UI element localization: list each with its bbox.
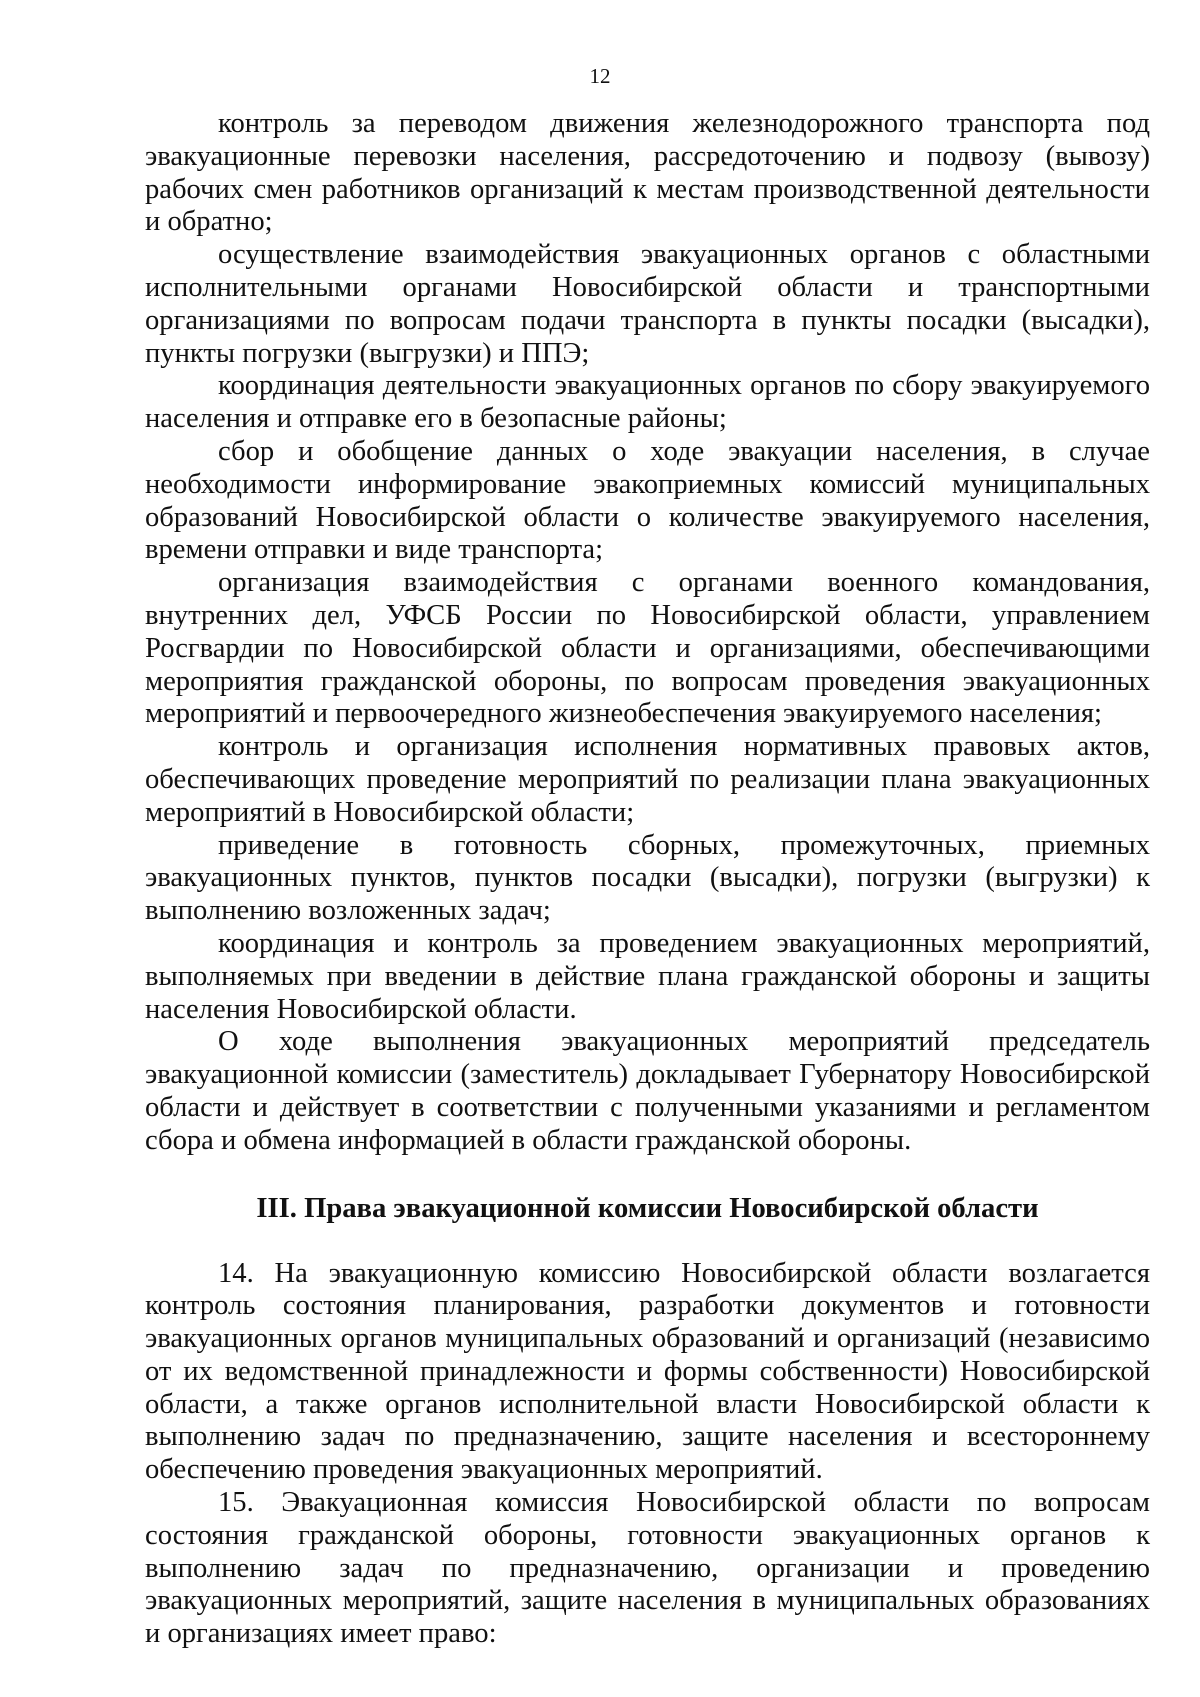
paragraph-item-15: 15. Эвакуационная комиссия Новосибирской области по вопросам состояния гражданской обороны, готовности эвакуационных органов к выполнению задач по предназначению, организации и проведению эвакуационных мероприятий, защите населения в муниципальных образованиях и организациях имеет право: bbox=[145, 1487, 1150, 1650]
paragraph-railway-control: контроль за переводом движения железнодорожного транспорта под эвакуационные перевозки населения, рассредоточению и подвозу (вывозу) рабочих смен работников организаций к местам производственной деятельности и обратно; bbox=[145, 108, 1150, 238]
paragraph-military-interaction: организация взаимодействия с органами военного командования, внутренних дел, УФСБ России по Новосибирской области, управлением Росгвардии по Новосибирской области и организациями, обеспечивающими мероприятия гражданской обороны, по вопросам проведения эвакуационных мероприятий и первоочередного жизнеобеспечения эвакуируемого населения; bbox=[145, 567, 1150, 730]
paragraph-item-14: 14. На эвакуационную комиссию Новосибирской области возлагается контроль состояния планирования, разработки документов и готовности эвакуационных органов муниципальных образований и организаций (независимо от их ведомственной принадлежности и формы собственности) Новосибирской области, а также органов исполнительной власти Новосибирской области к выполнению задач по предназначению, защите населения и всестороннему обеспечению проведения эвакуационных мероприятий. bbox=[145, 1257, 1150, 1486]
paragraph-interaction-bodies: осуществление взаимодействия эвакуационных органов с областными исполнительными органами Новосибирской области и транспортными организациями по вопросам подачи транспорта в пункты посадки (высадки), пункты погрузки (выгрузки) и ППЭ; bbox=[145, 239, 1150, 369]
page-number: 12 bbox=[589, 64, 611, 88]
paragraph-reporting: О ходе выполнения эвакуационных мероприятий председатель эвакуационной комиссии (заместитель) докладывает Губернатору Новосибирской области и действует в соответствии с полученными указаниями и регламентом сбора и обмена информацией в области гражданской обороны. bbox=[145, 1026, 1150, 1156]
document-body bbox=[145, 108, 1150, 1651]
paragraph-civil-defense-plan: координация и контроль за проведением эвакуационных мероприятий, выполняемых при введении в действие плана гражданской обороны и защиты населения Новосибирской области. bbox=[145, 927, 1150, 1025]
paragraph-coordination: координация деятельности эвакуационных органов по сбору эвакуируемого населения и отправке его в безопасные районы; bbox=[145, 370, 1150, 435]
section-heading: III. Права эвакуационной комиссии Новосибирской области bbox=[256, 1192, 1039, 1224]
paragraph-data-collection: сбор и обобщение данных о ходе эвакуации населения, в случае необходимости информирование эвакоприемных комиссий муниципальных образований Новосибирской области о количестве эвакуируемого населения, времени отправки и виде транспорта; bbox=[145, 435, 1150, 566]
paragraph-readiness: приведение в готовность сборных, промежуточных, приемных эвакуационных пунктов, пунктов посадки (высадки), погрузки (выгрузки) к выполнению возложенных задач; bbox=[145, 829, 1150, 927]
paragraph-legal-acts-control: контроль и организация исполнения нормативных правовых актов, обеспечивающих проведение мероприятий по реализации плана эвакуационных мероприятий в Новосибирской области; bbox=[145, 731, 1150, 828]
